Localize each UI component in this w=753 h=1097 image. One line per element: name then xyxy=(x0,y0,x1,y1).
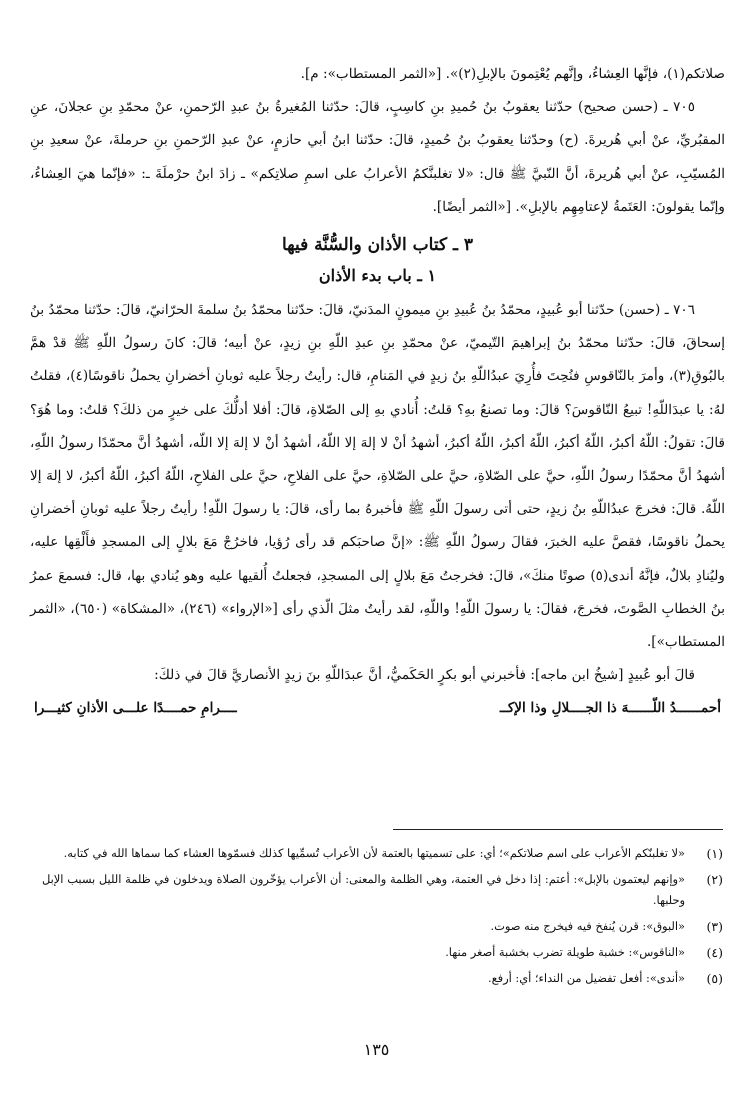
poem-second-hemistich: ــــرامِ حمــــدًا علـــى الأذانِ كثيـــرا xyxy=(34,700,237,717)
poem-verse xyxy=(30,692,725,725)
hadith-705: ٧٠٥ ـ (حسن صحيح) حدّثنا يعقوبُ بنُ حُميدِ بنِ كاسِبٍ، قالَ: حدّثنا المُغيرةُ بنُ عبدِ الرّحمنِ، عنْ محمّدِ بنِ عجلانَ، عنِ المقبُريِّ، عنْ أبي هُريرةَ. (ح) وحدّثنا يعقوبُ بنُ حُميدٍ، قالَ: حدّثنا ابنُ أبي حازمٍ، عنْ عبدِ الرّحمنِ بنِ حرملةَ، عنْ سعيدِ بنِ المُسيّبِ، عنْ أبي هُريرةَ، أنَّ النّبيَّ ﷺ قال: «لا تغلبنَّكمُ الأعرابُ على اسمِ صلاتِكم» ـ زادَ ابنُ حرْملَةَ ـ: «فإنّما هيَ العِشاءُ، وإنّما يقولونَ: العَتَمةُ لإعتامِهِم بالإبلِ». [«الثمر أيضًا]. xyxy=(30,99,725,215)
footnote xyxy=(42,968,723,989)
footnote-number: (٥) xyxy=(706,971,723,986)
footnote-text: «البوق»: قرن يُنفخ فيه فيخرج منه صوت. xyxy=(490,919,685,933)
main-text xyxy=(30,58,725,726)
chapter-heading: ١ ـ باب بدء الأذان xyxy=(318,266,437,286)
footnote-text: «وإنهم ليعتمون بالإبل»: أعتم: إذا دخل في العتمة، وهي الظلمة والمعنى: أن الأعراب يؤخّرون الصلاة ويدخلون في ظلمة الليل بسبب الإبل وحلبها. xyxy=(42,872,685,907)
abu-ubaid-statement: قالَ أبو عُبيدٍ [شيخُ ابن ماجه]: فأخبرني أبو بكرٍ الحَكَميُّ، أنَّ عبدَاللّهِ بنَ زيدٍ الأنصاريَّ قالَ في ذلكَ: xyxy=(154,667,695,684)
footnote-number: (١) xyxy=(706,846,723,861)
footnote-number: (٣) xyxy=(706,919,723,934)
footnote-text: «الناقوس»: خشبة طويلة تضرب بخشبة أصغر منها. xyxy=(445,945,685,959)
footnote-number: (٢) xyxy=(706,872,723,887)
footnote xyxy=(42,869,723,911)
book-heading: ٣ ـ كتاب الأذان والسُّنَّة فيها xyxy=(281,235,474,256)
poem-first-hemistich: أحمــــــدُ اللّــــــهَ ذا الجــــلالِ وذا الإكــ xyxy=(499,700,721,717)
footnotes xyxy=(42,843,723,994)
footnote-text: «أندى»: أفعل تفضيل من النداء؛ أي: أرفع. xyxy=(487,971,685,985)
hadith-706: ٧٠٦ ـ (حسن) حدّثنا أبو عُبيدٍ، محمّدُ بنُ عُبيدِ بنِ ميمونٍ المدَنيّ، قالَ: حدّثنا محمّدُ بنُ سلمةَ الحرّانيّ، قالَ: حدّثنا محمّدُ بنُ إسحاقَ، قالَ: حدّثنا محمّدُ بنُ إبراهيمَ التّيميّ، عنْ محمّدِ بنِ عبدِ اللّهِ بنِ زيدٍ، عنْ أبيه؛ قالَ: كانَ رسولُ اللّهِ ﷺ قدْ همَّ بالبُوقِ(٣)، وأمرَ بالنّاقوسِ فنُحِتَ فأُرِيَ عبدُاللّهِ بنُ زيدٍ في المَنامِ، قال: رأيتُ رجلاً عليه ثوبانِ أخضرانِ يحملُ ناقوسًا(٤)، فقلتُ لهُ: يا عبدَاللّهِ! تبيعُ النّاقوسَ؟ قالَ: وما تصنعُ بهِ؟ قلتُ: أُنادي بهِ إلى الصّلاةِ، قالَ: أفلا أدلُّكَ على خيرٍ من ذلكَ؟ قلتُ: وما هُوَ؟ قالَ: تقولُ: اللّهُ أكبرُ، اللّهُ أكبرُ، اللّهُ أكبرُ، اللّهُ أكبرُ، أشهدُ أنْ لا إلهَ إلا اللّهُ، أشهدُ أنْ لا إلهَ إلا اللّه، أشهدُ أنَّ محمّدًا رسولُ اللّهِ، أشهدُ أنَّ محمّدًا رسولُ اللّهِ، حيَّ على الصّلاةِ، حيَّ على الصّلاةِ، حيَّ على الفلاحِ، حيَّ على الفلاحِ، اللّهُ أكبرُ، اللّهُ أكبرُ، لا إلهَ إلا اللّهُ. قالَ: فخرجَ عبدُاللّهِ بنُ زيدٍ، حتى أتى رسولَ اللّهِ ﷺ فأخبرهُ بما رأى، قالَ: يا رسولَ اللّهِ! رأيتُ رجلاً عليه ثوبانِ أخضرانِ يحملُ ناقوسًا، فقصَّ عليه الخبرَ، فقالَ رسولُ اللّهِ ﷺ: «إنَّ صاحبَكم قد رأى رُؤيا، فاخرُجْ مَعَ بلالٍ إلى المسجدِ فأَلْقِها عليه، وليُنادِ بلالٌ، فإنَّهُ أندى(٥) صوتًا منكَ»، قالَ: فخرجتُ مَعَ بلالٍ إلى المسجدِ، فجعلتُ أُلقيها عليه وهو يُنادي بها، قال: فسمعَ عمرُ بنُ الخطابِ الصَّوتَ، فخرجَ، فقالَ: يا رسولَ اللّهِ! واللّهِ، لقد رأيتُ مثلَ الّذي رأى [«الإرواء» (٢٤٦)، «المشكاة» (٦٥٠)، «الثمر المستطاب»]. xyxy=(30,302,725,651)
footnote-number: (٤) xyxy=(706,945,723,960)
footnote xyxy=(42,843,723,864)
page-number: ١٣٥ xyxy=(363,1040,390,1059)
paragraph-continuation: صلاتكم(١)، فإنَّها العِشاءُ، وإنَّهم يُعْتِمونَ بالإبلِ(٢)». [«الثمر المستطاب»: م]. xyxy=(300,66,725,82)
footnote-separator xyxy=(393,829,723,830)
footnote xyxy=(42,916,723,937)
footnote xyxy=(42,942,723,963)
footnote-text: «لا تغلبنّكم الأعراب على اسم صلاتكم»؛ أي: على تسميتها بالعتمة لأن الأعراب تُسمِّيها كذلك فسمّوها العشاء كما سماها الله في كتابه. xyxy=(63,846,685,860)
